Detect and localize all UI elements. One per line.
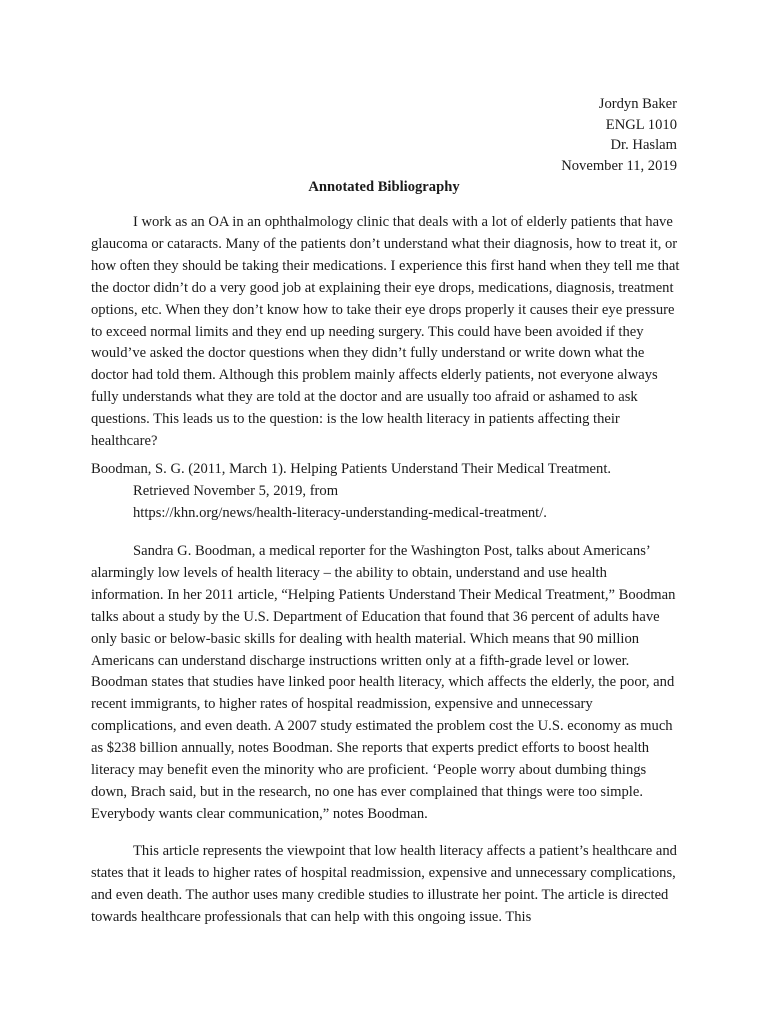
course-code: ENGL 1010	[605, 116, 677, 133]
document-date: November 11, 2019	[561, 157, 677, 174]
summary-paragraph: Sandra G. Boodman, a medical reporter for the Washington Post, talks about Americans’ alarmingly low levels of health literacy – the ability to obtain, understand and use health information. In her 2011 article, “Helping Patients Understand Their Medical Treatment,” Boodman talks about a study by the U.S. Department of Education that found that 36 percent of adults have only basic or below-basic skills for dealing with health material. Which means that 90 million Americans can understand discharge instructions written only at a fifth-grade level or lower. Boodman states that studies have linked poor health literacy, which affects the elderly, the poor, and recent immigrants, to higher rates of hospital readmission, expensive and unnecessary complications, and even death. A 2007 study estimated the problem cost the U.S. economy as much as $238 billion annually, notes Boodman. She reports that experts predict efforts to boost health literacy may benefit even the minority who are proficient. ‘People worry about dumbing things down, Brach said, but in the research, no one has ever complained that things were too simple. Everybody wants clear communication,” notes Boodman.	[91, 543, 676, 822]
citation-line-2: Retrieved November 5, 2019, from	[133, 483, 339, 499]
document-title: Annotated Bibliography	[308, 179, 460, 195]
header-block	[561, 94, 677, 176]
citation-line-1: Boodman, S. G. (2011, March 1). Helping Patients Understand Their Medical Treatment.	[91, 461, 612, 477]
instructor-name: Dr. Haslam	[610, 137, 677, 153]
author-name: Jordyn Baker	[598, 96, 677, 112]
citation-url: https://khn.org/news/health-literacy-understanding-medical-treatment/.	[133, 505, 547, 521]
evaluation-paragraph: This article represents the viewpoint that low health literacy affects a patient’s healthcare and states that it leads to higher rates of hospital readmission, expensive and unnecessary complications, and even death. The author uses many credible studies to illustrate her point. The article is directed towards healthcare professionals that can help with this ongoing issue. This	[91, 843, 677, 925]
intro-paragraph: I work as an OA in an ophthalmology clinic that deals with a lot of elderly patients that have glaucoma or cataracts. Many of the patients don’t understand what their diagnosis, how to treat it, or how often they should be taking their medications. I experience this first hand when they tell me that the doctor didn’t do a very good job at explaining their eye drops, medications, diagnosis, treatment options, etc. When they don’t know how to take their eye drops properly it causes their eye pressure to exceed normal limits and they end up needing surgery. This could have been avoided if they would’ve asked the doctor questions when they didn’t fully understand or write down what the doctor had told them. Although this problem mainly affects elderly patients, not everyone always fully understands what they are told at the doctor and are usually too afraid or ashamed to ask questions. This leads us to the question: is the low health literacy in patients affecting their healthcare?	[91, 214, 680, 450]
citation-entry	[91, 458, 681, 524]
